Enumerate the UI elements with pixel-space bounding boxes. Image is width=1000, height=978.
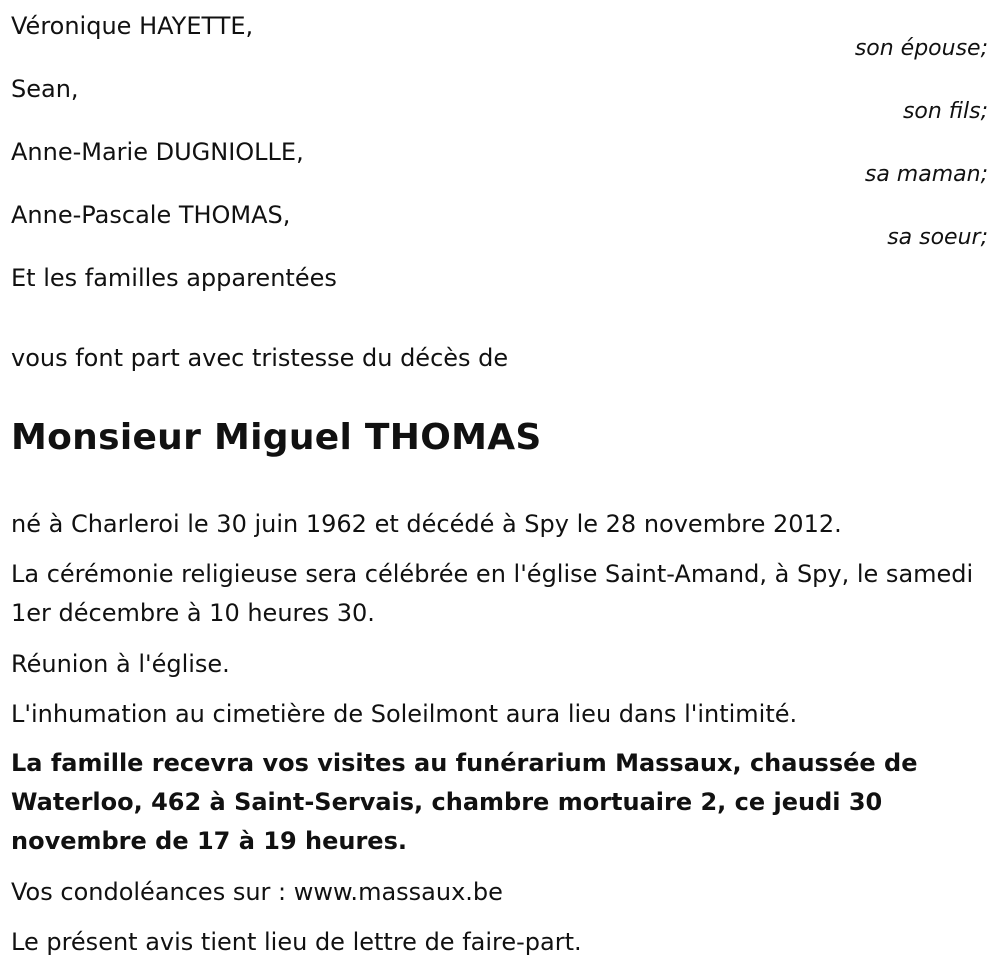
birth-death-text: né à Charleroi le 30 juin 1962 et décédé à Spy le 28 novembre 2012. xyxy=(11,510,842,538)
family-member-name: Anne-Marie DUGNIOLLE, xyxy=(11,138,304,166)
family-member-name: Anne-Pascale THOMAS, xyxy=(11,201,291,229)
ceremony-text: La cérémonie religieuse sera célébrée en l'église Saint-Amand, à Spy, le samedi 1er décembre à 10 heures 30. xyxy=(11,560,974,627)
deceased-name: Monsieur Miguel THOMAS xyxy=(11,417,542,458)
visits-text: La famille recevra vos visites au funérarium Massaux, chaussée de Waterloo, 462 à Saint-Servais, chambre mortuaire 2, ce jeudi 30 novembre de 17 à 19 heures. xyxy=(11,749,918,855)
notice-text: Le présent avis tient lieu de lettre de faire-part. xyxy=(11,928,582,956)
family-member-relation: sa maman; xyxy=(864,162,988,187)
family-member-relation: son fils; xyxy=(902,99,988,124)
family-member-name: Sean, xyxy=(11,75,79,103)
meeting-text: Réunion à l'église. xyxy=(11,650,230,678)
condolences-text: Vos condoléances sur : www.massaux.be xyxy=(11,878,503,906)
family-member-relation: sa soeur; xyxy=(887,225,988,250)
announcement-text: vous font part avec tristesse du décès de xyxy=(11,344,509,372)
family-member-relation: son épouse; xyxy=(854,36,988,61)
families-line: Et les familles apparentées xyxy=(11,264,337,292)
obituary-notice xyxy=(11,0,988,978)
family-member-name: Véronique HAYETTE, xyxy=(11,12,254,40)
burial-text: L'inhumation au cimetière de Soleilmont aura lieu dans l'intimité. xyxy=(11,700,798,728)
